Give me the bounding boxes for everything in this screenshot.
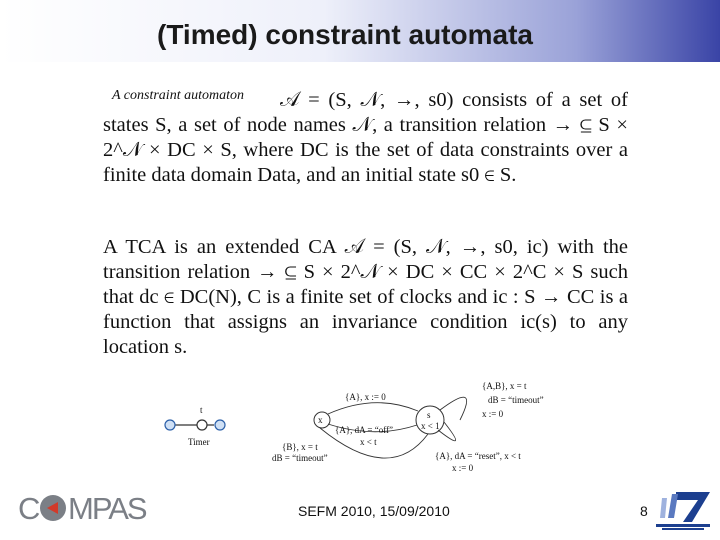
- label-ab-reset: x := 0: [482, 409, 504, 419]
- label-b-data: dB = “timeout”: [272, 453, 328, 463]
- timer-label: Timer: [188, 437, 210, 447]
- label-a-reset-guard: {A}, dA = “reset”, x < t: [435, 451, 521, 461]
- label-a-clock-reset: x := 0: [452, 463, 474, 473]
- state-s-invariant: x < 1: [421, 421, 440, 431]
- label-a-reset: {A}, x := 0: [345, 392, 386, 402]
- timer-component: [165, 405, 225, 447]
- label-ab-timeout: {A,B}, x = t: [482, 381, 527, 391]
- slide-title: (Timed) constraint automata: [157, 19, 533, 50]
- timer-t-label: t: [200, 405, 203, 415]
- automaton-diagram: [160, 375, 600, 480]
- fp7-logo: [652, 488, 714, 532]
- footer-text: SEFM 2010, 15/09/2010: [298, 503, 450, 519]
- state-s-label: s: [427, 410, 431, 420]
- compas-logo: [18, 490, 150, 526]
- svg-text:MPAS: MPAS: [68, 491, 146, 526]
- svg-text:C: C: [18, 491, 39, 526]
- label-a-off: {A}, dA = “off”: [335, 425, 394, 435]
- ca-caption: A constraint automaton: [112, 88, 244, 103]
- state-x-label: x: [318, 415, 323, 425]
- tca-definition: A TCA is an extended CA 𝒜 = (S, 𝒩, →, s0, ic) with the transition relation → ⊆ S × 2^𝒩 × DC × CC × 2^C × S such that dc ∈ DC(N), C is a finite set of clocks and ic : S → CC is a function that assigns an invariance condition ic(s) to any location s.: [103, 236, 628, 358]
- label-b-timeout: {B}, x = t: [282, 442, 318, 452]
- label-guard: x < t: [360, 437, 377, 447]
- ca-definition: 𝒜 = (S, 𝒩, →, s0) consists of a set of states S, a set of node names 𝒩, a transition relation → ⊆ S × 2^𝒩 × DC × S, where DC is the set of data constraints over a finite data domain Data, and an initial state s0 ∈ S.: [103, 89, 628, 186]
- page-number: 8: [640, 503, 648, 519]
- label-ab-data: dB = “timeout”: [488, 395, 544, 405]
